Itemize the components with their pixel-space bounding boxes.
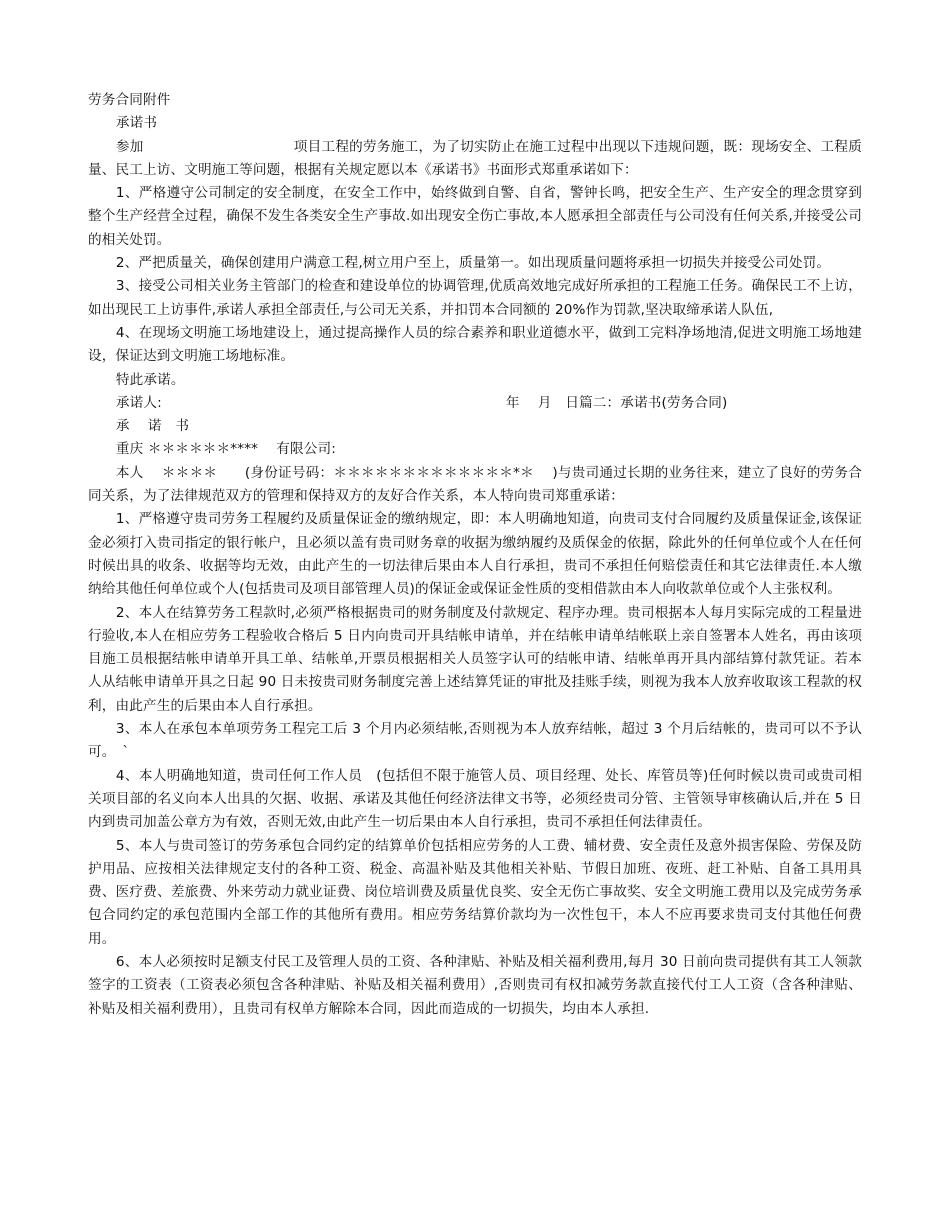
second-heading: 承 诺 书 [115,418,190,435]
commitment-item-4: 4、本人明确地知道，贵司任何工作人员 (包括但不限于施管人员、项目经理、处长、库管员等)任何时候以贵司或贵司相关项目部的名义向本人出具的欠据、收据、承诺及其他任何经济法律文书等，必须经贵司分管、主管领导审核确认后,并在 5 日内到贵司加盖公章方为有效，否则无效,由此产生一切后果由本人自行承担，贵司不承担任何法律责任。 [88,767,862,831]
promise-item-3: 3、接受公司相关业务主管部门的检查和建设单位的协调管理,优质高效地完成好所承担的工程施工任务。确保民工不上访，如出现民工上访事件,承诺人承担全部责任,与公司无关系，并扣罚本合同额的 20%作为罚款,坚决取缔承诺人队伍, [88,278,862,318]
intro-paragraph [88,136,862,183]
commitment-item-1: 1、严格遵守贵司劳务工程履约及质量保证金的缴纳规定，即：本人明确地知道，向贵司支付合同履约及质量保证金,该保证金必须打入贵司指定的银行帐户，且必须以盖有贵司财务章的收据为缴纳履约及质保金的依据，除此外的任何单位或个人在任何时候出具的收条、收据等均无效，由此产生的一切法律后果由本人自行承担，贵司不承担任何赔偿责任和其它法律责任.本人缴纳给其他任何单位或个人(包括贵司及项目部管理人员)的保证金或保证金性质的变相借款由本人向收款单位或个人主张权利。 [88,511,862,598]
signature-row [88,392,862,415]
intro-part-b: 项目工程的劳务施工，为了切实防止在施工过程中出现以下违规问题，既：现场安全、工程质量、民工上访、文明施工等问题，根据有关规定愿以本《承诺书》书面形式郑重承诺如下： [88,138,862,178]
document-page [88,89,862,1021]
signature-label: 承诺人: [115,394,162,411]
promise-item-2: 2、严把质量关，确保创建用户满意工程,树立用户至上，质量第一。如出现质量问题将承担一切损失并接受公司处罚。 [115,255,831,272]
intro-part-a: 参加 [115,138,144,155]
promise-heading: 承诺书 [115,115,158,132]
closing-line: 特此承诺。 [115,371,185,388]
document-title: 劳务合同附件 [88,92,171,108]
addressee-line: 重庆 ＊＊＊＊＊＊**** 有限公司: [115,441,337,458]
signature-date: 年 月 日篇二：承诺书(劳务合同) [505,394,728,411]
second-intro-paragraph: 本人 ＊＊＊＊ (身份证号码：＊＊＊＊＊＊＊＊＊＊＊＊＊*＊ )与贵司通过长期的业务往来，建立了良好的劳务合同关系，为了法律规范双方的管理和保持双方的友好合作关系，本人特向贵司郑重承诺： [88,464,862,505]
commitment-item-5: 5、本人与贵司签订的劳务承包合同约定的结算单价包括相应劳务的人工费、辅材费、安全责任及意外损害保险、劳保及防护用品、应按相关法律规定支付的各种工资、税金、高温补贴及其他相关补贴、节假日加班、夜班、赶工补贴、自备工具用具费、医疗费、差旅费、外来劳动力就业证费、岗位培训费及质量优良奖、安全无伤亡事故奖、安全文明施工费用以及完成劳务承包合同约定的承包范围内全部工作的其他所有费用。相应劳务结算价款均为一次性包干，本人不应再要求贵司支付其他任何费用。 [88,837,862,947]
commitment-item-3: 3、本人在承包本单项劳务工程完工后 3 个月内必须结帐,否则视为本人放弃结帐，超过 3 个月后结帐的，贵司可以不予认可。 ` [88,721,862,761]
promise-item-1: 1、严格遵守公司制定的安全制度，在安全工作中，始终做到自警、自省，警钟长鸣，把安全生产、生产安全的理念贯穿到整个生产经营全过程，确保不发生各类安全生产事故.如出现安全伤亡事故,本人愿承担全部责任与公司没有任何关系,并接受公司的相关处罚。 [88,185,862,248]
commitment-item-2: 2、本人在结算劳务工程款时,必须严格根据贵司的财务制度及付款规定、程序办理。贵司根据本人每月实际完成的工程量进行验收,本人在相应劳务工程验收合格后 5 日内向贵司开具结帐申请单，并在结帐申请单结帐联上亲自签署本人姓名，再由该项目施工员根据结帐申请单开具工单、结帐单,开票员根据相关人员签字认可的结帐申请、结帐单再开具内部结算付款凭证。若本人从结帐申请单开具之日起 90 日未按贵司财务制度完善上述结算凭证的审批及挂账手续，则视为我本人放弃收取该工程款的权利，由此产生的后果由本人自行承担。 [88,604,862,714]
commitment-item-6: 6、本人必须按时足额支付民工及管理人员的工资、各种津贴、补贴及相关福利费用,每月 30 日前向贵司提供有其工人领款签字的工资表（工资表必须包含各种津贴、补贴及相关福利费用）,否则贵司有权扣减劳务款直接代付工人工资（含各种津贴、补贴及相关福利费用），且贵司有权单方解除本合同，因此而造成的一切损失，均由本人承担. [88,953,862,1017]
promise-item-4: 4、在现场文明施工场地建设上，通过提高操作人员的综合素养和职业道德水平，做到工完料净场地清,促进文明施工场地建设，保证达到文明施工场地标准。 [88,324,862,365]
